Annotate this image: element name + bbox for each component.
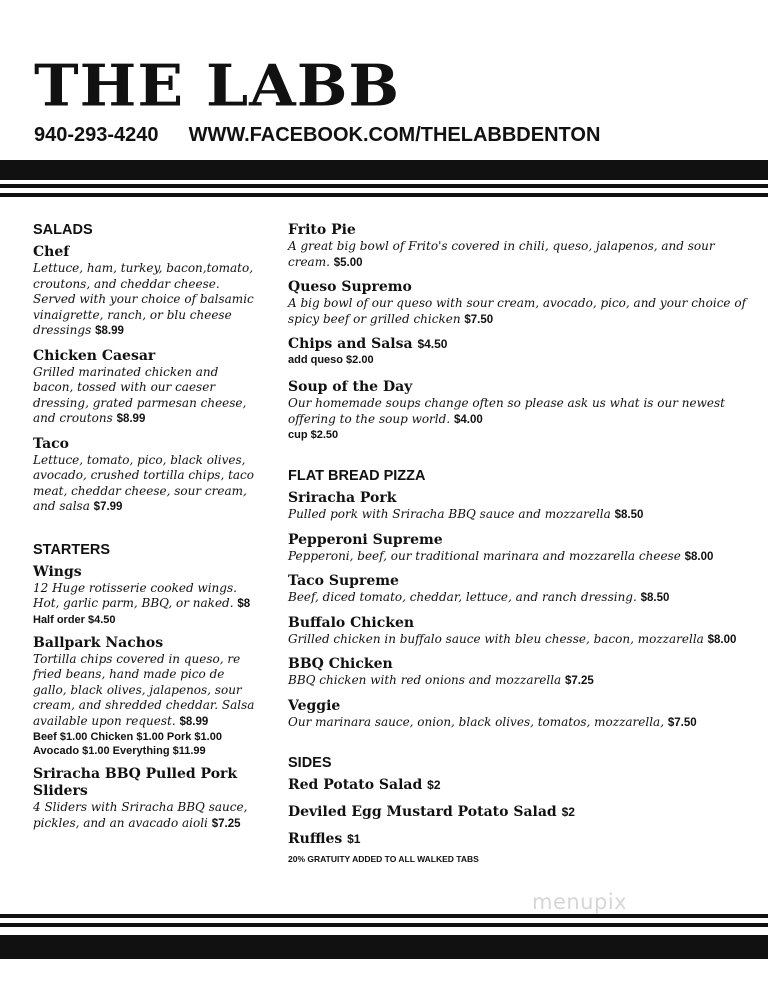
item-description: Grilled marinated chicken and bacon, tossed with our caeser dressing, grated parmesan cheese, and croutons $8.99 [33,364,247,425]
item-name: Sriracha Pork [288,490,397,506]
item-name: Chef [33,244,70,260]
item-price: $2 [427,778,441,792]
item-note: Beef $1.00 Chicken $1.00 Pork $1.00 Avocado $1.00 Everything $11.99 [33,731,222,757]
item-description: A great big bowl of Frito's covered in chili, queso, jalapenos, and sour cream. $5.00 [288,239,715,269]
item-name: Buffalo Chicken [288,614,415,631]
menu-item [288,656,748,690]
item-name: BBQ Chicken [288,656,393,672]
menu-item [33,635,261,759]
phone-number: 940-293-4240 [34,124,159,146]
item-price: $7.25 [565,675,594,687]
top-divider-thick [0,160,768,180]
item-name: Wings [33,563,82,580]
item-price: $8 [237,598,251,610]
item-price: $4.50 [417,337,448,351]
item-description: Tortilla chips covered in queso, re fried beans, hand made pico de gallo, black olives, jalapenos, sour cream, and shredded cheddar. Salsa available upon request. $8.99 [33,651,255,728]
item-price: $7.99 [93,501,123,513]
item-description: Beef, diced tomato, cheddar, lettuce, and ranch dressing. $8.50 [288,590,670,604]
item-description: 4 Sliders with Sriracha BBQ sauce, pickles, and an avacado aioli $7.25 [33,800,248,830]
item-description: Lettuce, tomato, pico, black olives, avocado, crushed tortilla chips, taco meat, cheddar cheese, sour cream, and salsa $7.99 [33,452,255,513]
menu-item [288,777,748,794]
item-name: Soup of the Day [288,379,413,395]
menu-item [288,222,748,271]
item-price: $5.00 [333,256,363,269]
item-description: BBQ chicken with red onions and mozzarella $7.25 [288,673,594,687]
item-note: add queso $2.00 [288,354,374,366]
item-name: Ruffles $1 [288,831,361,847]
starters-heading: STARTERS [33,541,111,558]
item-name: Chips and Salsa $4.50 [288,336,448,352]
item-note: Half order $4.50 [33,613,116,626]
item-price: $2 [561,805,575,819]
item-price: $7.50 [667,716,697,729]
item-description: Our homemade soups change often so please ask us what is our newest offering to the soup world. $4.00 [288,396,725,426]
menu-item [288,573,748,607]
menu-item [288,831,748,848]
item-description: Lettuce, ham, turkey, bacon,tomato, croutons, and cheddar cheese. Served with your choice of balsamic vinaigrette, ranch, or blu cheese dressings $8.99 [33,261,254,337]
left-column [33,222,261,840]
top-divider-thin-1 [0,184,768,188]
item-name: Taco [33,435,70,452]
bottom-divider-thin-1 [0,914,768,918]
item-description: Pepperoni, beef, our traditional marinara and mozzarella cheese $8.00 [288,548,714,563]
item-name: Deviled Egg Mustard Potato Salad $2 [288,804,575,820]
menu-item [33,564,261,627]
menu-item [288,379,748,442]
menu-item [288,615,748,649]
menu-item [33,436,261,516]
menu-item [288,698,748,732]
item-name: Taco Supreme [288,573,399,589]
item-description: Pulled pork with Sriracha BBQ sauce and mozzarella $8.50 [288,507,644,521]
menu-item [288,804,748,821]
right-column [288,222,748,864]
restaurant-title: THE LABB [34,53,401,120]
menupix-watermark: menupix [532,890,628,914]
item-price: $4.00 [453,413,483,426]
pizza-heading: FLAT BREAD PIZZA [288,468,426,484]
item-name: Ballpark Nachos [33,634,164,651]
item-price: $7.25 [211,817,241,830]
item-name: Queso Supremo [288,279,412,295]
top-divider-thin-2 [0,193,768,197]
item-price: $8.99 [95,325,124,337]
item-price: $7.50 [464,313,494,326]
menu-item [33,244,261,340]
item-name: Pepperoni Supreme [288,531,443,548]
bottom-divider-thin-2 [0,923,768,927]
item-price: $8.99 [116,413,146,425]
menu-item [288,279,748,328]
gratuity-note: 20% GRATUITY ADDED TO ALL WALKED TABS [288,854,479,864]
menu-item [33,766,261,832]
menu-item [288,336,748,367]
item-price: $8.50 [640,592,670,604]
item-name: Frito Pie [288,222,356,238]
menu-item [288,532,748,566]
item-name: Sriracha BBQ Pulled Pork Sliders [33,766,238,799]
item-price: $8.50 [614,509,644,521]
item-price: $8.00 [684,550,714,563]
menu-item [288,490,748,524]
item-description: Grilled chicken in buffalo sauce with bleu chesse, bacon, mozzarella $8.00 [288,631,737,646]
sides-heading: SIDES [288,755,332,771]
item-name: Chicken Caesar [33,347,156,364]
item-price: $1 [347,832,361,846]
item-note: cup $2.50 [288,429,339,441]
website-url: WWW.FACEBOOK.COM/THELABBDENTON [188,124,601,146]
item-description: A big bowl of our queso with sour cream, avocado, pico, and your choice of spicy beef or grilled chicken $7.50 [288,296,747,326]
item-price: $8.99 [179,715,209,728]
item-price: $8.00 [707,633,737,646]
salads-heading: SALADS [33,222,93,238]
item-description: Our marinara sauce, onion, black olives, tomatos, mozzarella, $7.50 [288,714,697,729]
bottom-divider-thick [0,935,768,959]
item-name: Veggie [288,697,341,714]
item-description: 12 Huge rotisserie cooked wings. Hot, garlic parm, BBQ, or naked. $8 [33,580,251,610]
menu-item [33,348,261,428]
item-name: Red Potato Salad $2 [288,777,441,793]
contact-line [34,124,600,147]
